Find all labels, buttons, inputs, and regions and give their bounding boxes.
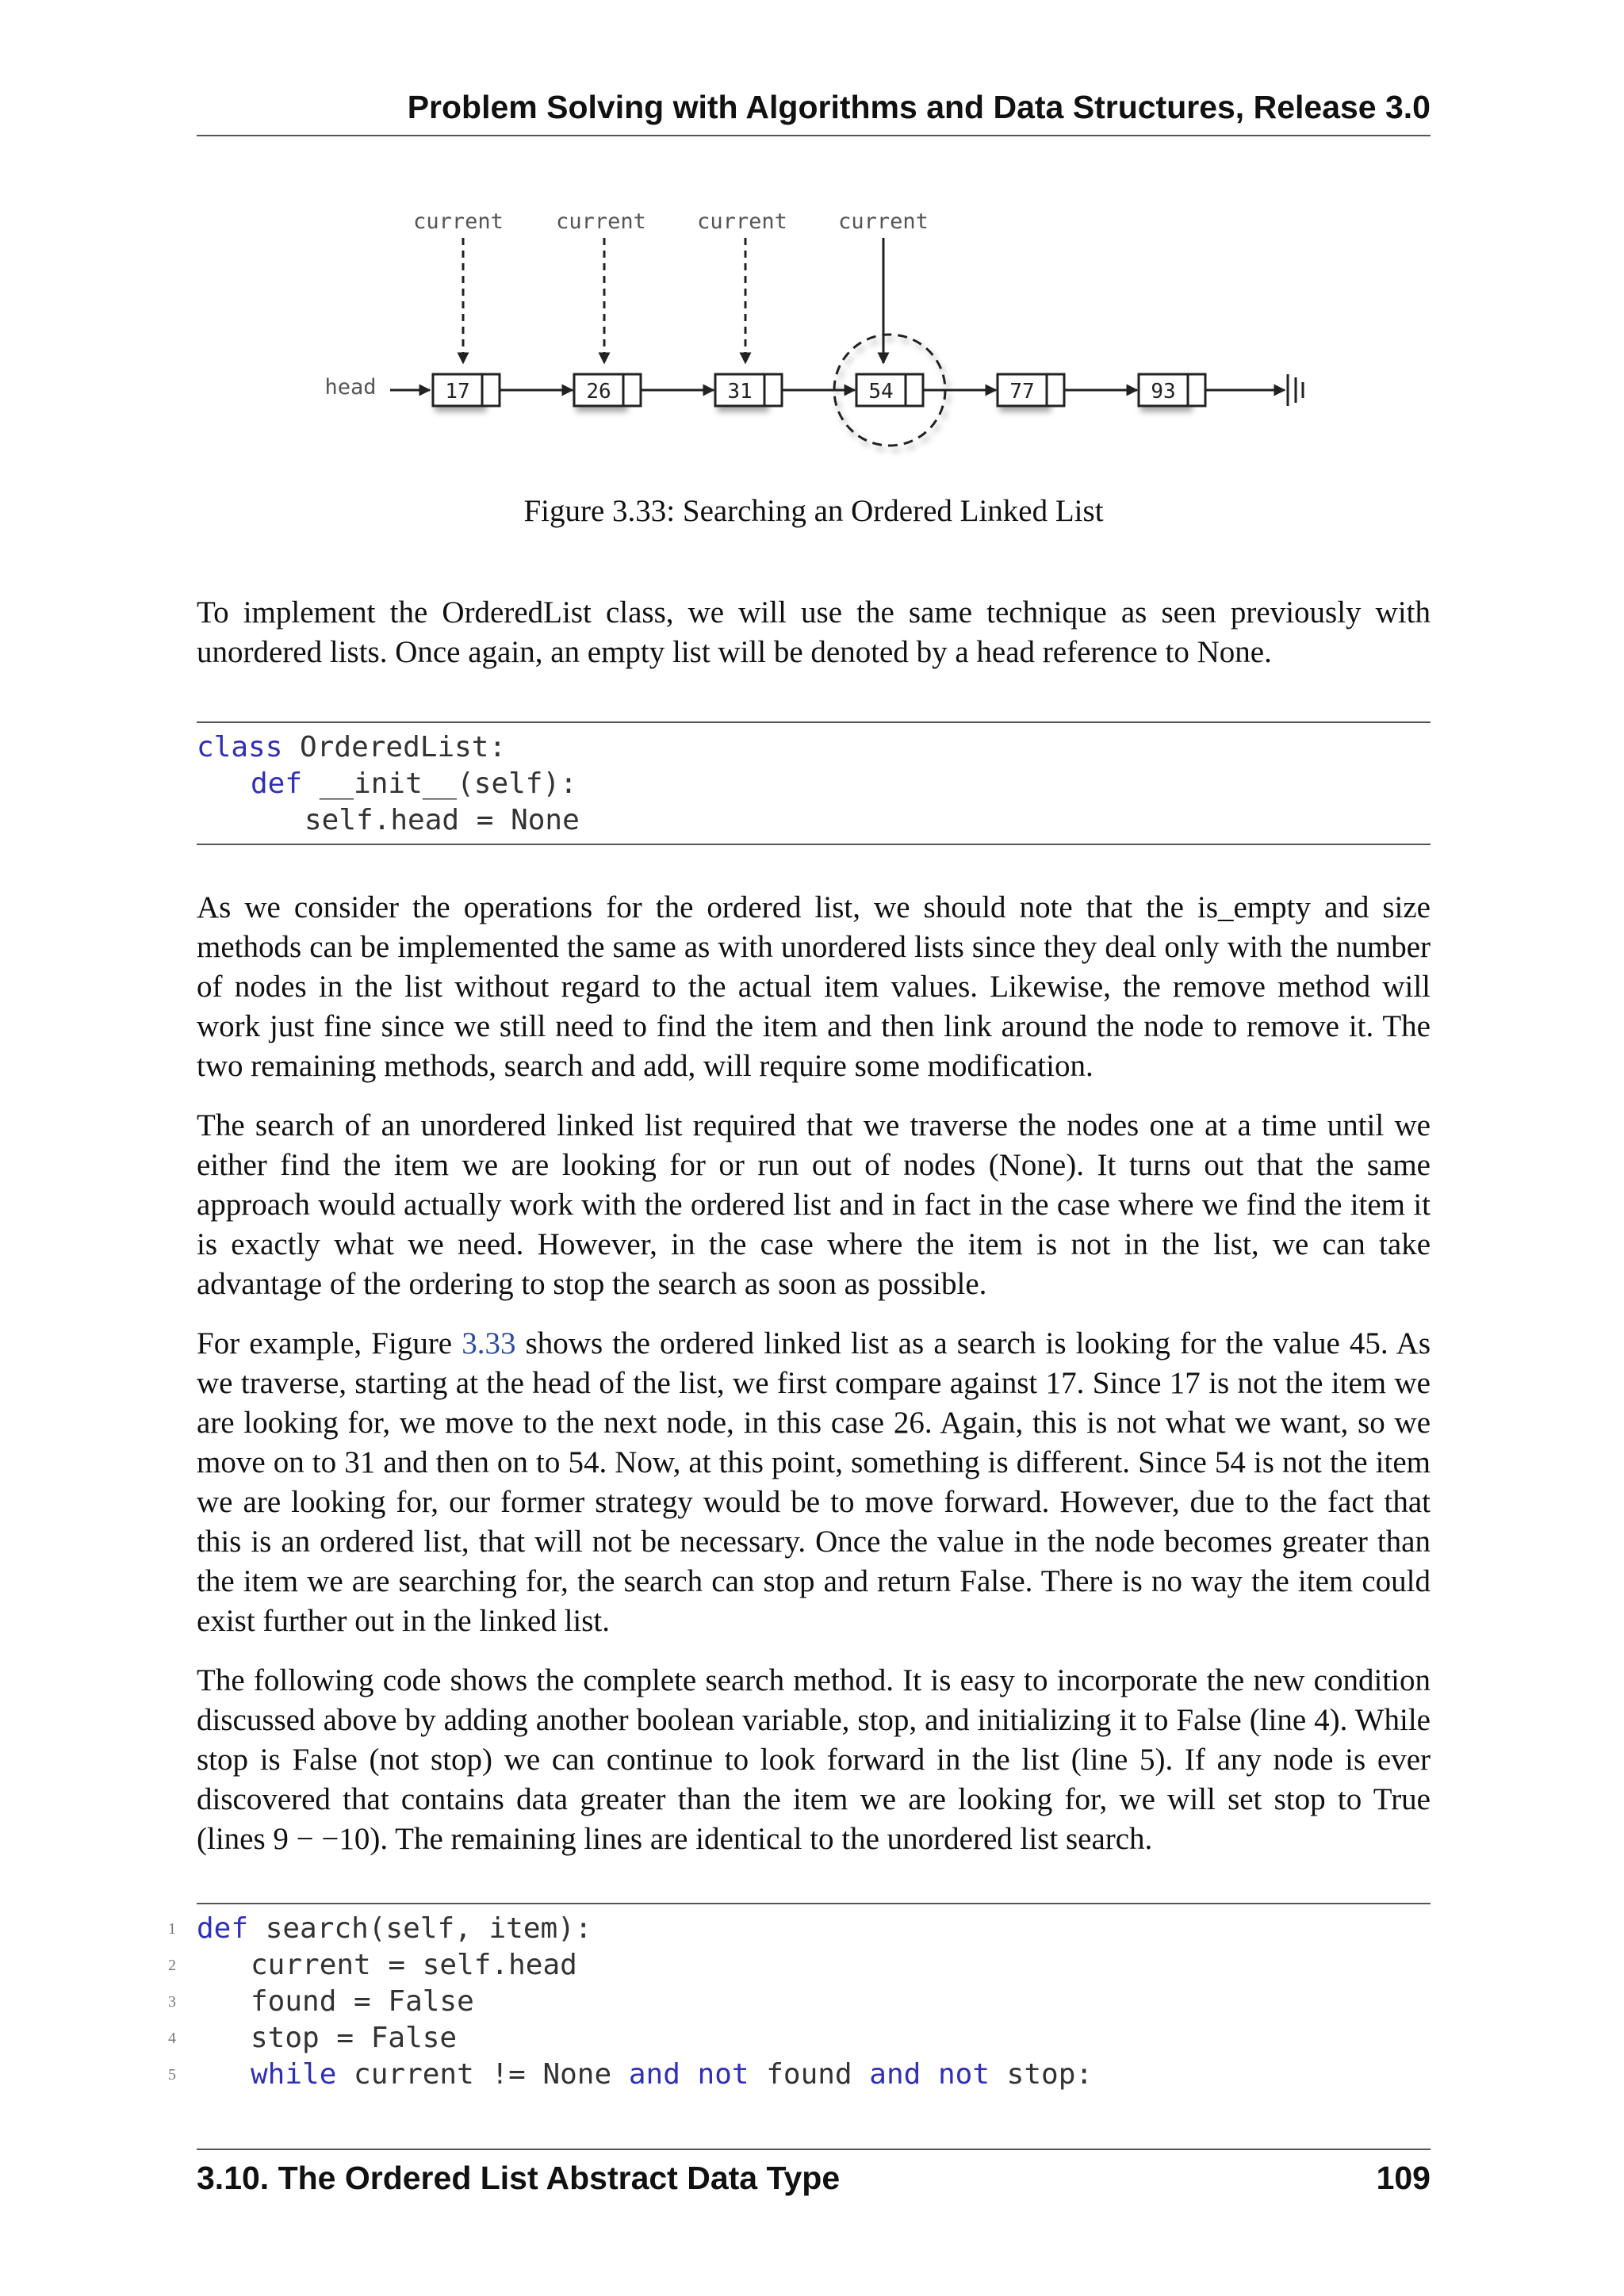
paragraph-2: As we consider the operations for the ordered list, we should note that the is_empty and size methods can be implemented the same as with unordered lists since they deal only with the number of nodes in the list without regard to the actual item values. Likewise, the remove method will work just fine since we still need to find the item and then link around the node to remove it. The two remaining methods, search and add, will require some modification. (197, 890, 1431, 1083)
svg-text:54: 54 (868, 380, 894, 404)
code-block-search: 1 def search(self, item): 2 current = self.head 3 found = False 4 stop = False 5 while current != None and not found and not stop: (197, 1903, 1431, 2109)
footer-section-title: 3.10. The Ordered List Abstract Data Type (197, 2160, 841, 2196)
list-node-93 (1139, 374, 1205, 406)
list-node-26 (574, 374, 641, 406)
figure-caption: Figure 3.33: Searching an Ordered Linked List (523, 494, 1104, 528)
svg-text:77: 77 (1009, 380, 1035, 404)
paragraph-4: For example, Figure 3.33 shows the ordered linked list as a search is looking for the value 45. As we traverse, starting at the head of the list, we first compare against 17. Since 17 is not the item we are looking for, we move to the next node, in this case 26. Again, this is not what we want, so we move on to 31 and then on to 54. Now, at this point, something is different. Since 54 is not the item we are looking for, our former strategy would be to move forward. However, due to the fact that this is an ordered list, that will not be necessary. Once the value in the node becomes greater than the item we are searching for, the search can stop and return False. There is no way the item could exist further out in the linked list. (197, 1326, 1431, 1638)
current-pointer-label-3: current (697, 209, 787, 234)
header-rule (197, 135, 1431, 136)
code-block-orderedlist: class OrderedList: def __init__(self): self.head = None (197, 721, 1431, 845)
head-label: head (324, 375, 377, 400)
current-pointer-label-4: current (838, 209, 929, 234)
svg-text:17: 17 (445, 380, 470, 404)
paragraph-1: To implement the OrderedList class, we will use the same technique as seen previously with unordered lists. Once again, an empty list will be denoted by a head reference to None. (197, 595, 1431, 669)
list-node-54 (856, 374, 923, 406)
current-pointer-label-2: current (556, 209, 646, 234)
list-node-31 (715, 374, 782, 406)
page-number: 109 (1376, 2160, 1431, 2196)
figure-reference-link[interactable]: 3.33 (462, 1326, 516, 1360)
svg-text:26: 26 (586, 380, 611, 404)
running-header: Problem Solving with Algorithms and Data Structures, Release 3.0 (407, 89, 1431, 125)
footer-rule (197, 2149, 1431, 2150)
svg-text:31: 31 (727, 380, 753, 404)
list-node-77 (998, 374, 1064, 406)
ground-none-icon (1288, 374, 1303, 406)
linked-list-figure (311, 198, 1342, 468)
svg-text:93: 93 (1151, 380, 1176, 404)
paragraph-3: The search of an unordered linked list required that we traverse the nodes one at a time until we either find the item we are looking for or run out of nodes (None). It turns out that the same approach would actually work with the ordered list and in fact in the case where we find the item it is exactly what we need. However, in the case where the item is not in the list, we can take advantage of the ordering to stop the search as soon as possible. (197, 1108, 1431, 1301)
list-node-17 (433, 374, 500, 406)
current-pointer-label-1: current (413, 209, 504, 234)
paragraph-5: The following code shows the complete search method. It is easy to incorporate the new condition discussed above by adding another boolean variable, stop, and initializing it to False (line 4). While stop is False (not stop) we can continue to look forward in the list (line 5). If any node is ever discovered that contains data greater than the item we are looking for, we will set stop to True (lines 9 − −10). The remaining lines are identical to the unordered list search. (197, 1663, 1431, 1856)
